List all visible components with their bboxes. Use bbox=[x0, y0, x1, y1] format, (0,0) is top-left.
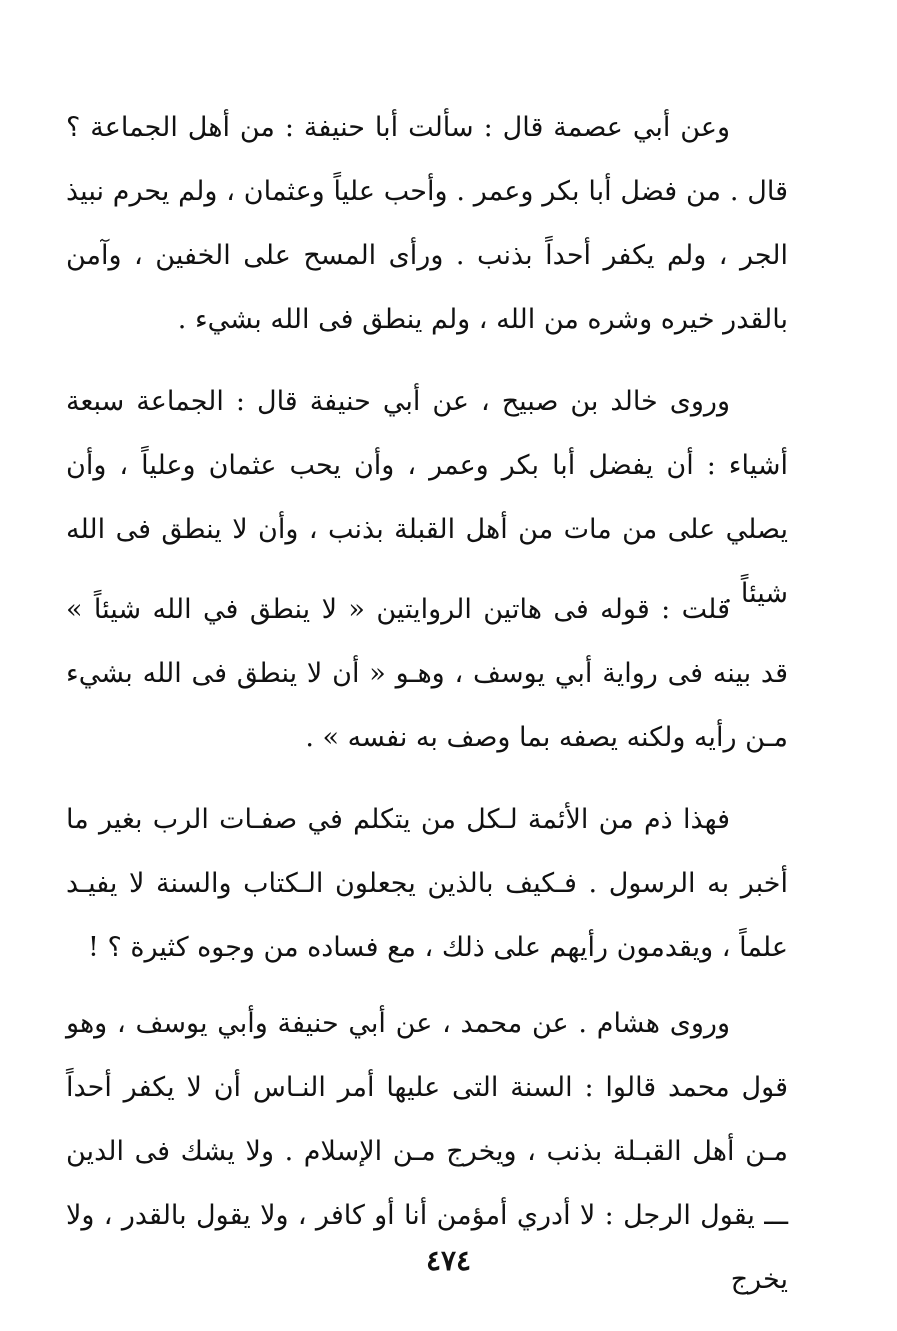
paragraph-2: وروى خالد بن صبيح ، عن أبي حنيفة قال : الجماعة سبعة أشياء : أن يفضل أبا بكر وعمر ، وأن يحب عثمان وعلياً ، وأن يصلي على من مات من أهل القبلة بذنب ، وأن لا ينطق فى الله شيئاً . bbox=[66, 386, 789, 609]
page-number: ٤٧٤ bbox=[425, 1244, 472, 1277]
paragraph-5: وروى هشام . عن محمد ، عن أبي حنيفة وأبي يوسف ، وهو قول محمد قالوا : السنة التى عليها أمر النـاس أن لا يكفر أحداً مـن أهل القبـلة بذنب ، ويخرج مـن الإسلام . ولا يشك فى الدين ـــ يقول الرجل : لا أدري أمؤمن أنا أو كافر ، ولا يقول بالقدر ، ولا يخرج bbox=[66, 1008, 788, 1295]
paragraph-1: وعن أبي عصمة قال : سألت أبا حنيفة : من أهل الجماعة ؟ قال . من فضل أبا بكر وعمر . وأحب علياً وعثمان ، ولم يحرم نبيذ الجر ، ولم يكفر أحداً بذنب . ورأى المسح على الخفين ، وآمن بالقدر خيره وشره من الله ، ولم ينطق فى الله بشيء . bbox=[66, 112, 788, 335]
paragraph-3: قلت : قوله فى هاتين الروايتين « لا ينطق في الله شيئاً » قد بينه فى رواية أبي يوسف ، وهـو « أن لا ينطق فى الله بشيء مـن رأيه ولكنه يصفه بما وصف به نفسه » . bbox=[66, 594, 788, 753]
paragraph-4: فهذا ذم من الأئمة لـكل من يتكلم في صفـات الرب بغير ما أخبر به الرسول . فـكيف بالذين يجعلون الـكتاب والسنة لا يفيـد علماً ، ويقدمون رأيهم على ذلك ، مع فساده من وجوه كثيرة ؟ ! bbox=[66, 804, 788, 963]
